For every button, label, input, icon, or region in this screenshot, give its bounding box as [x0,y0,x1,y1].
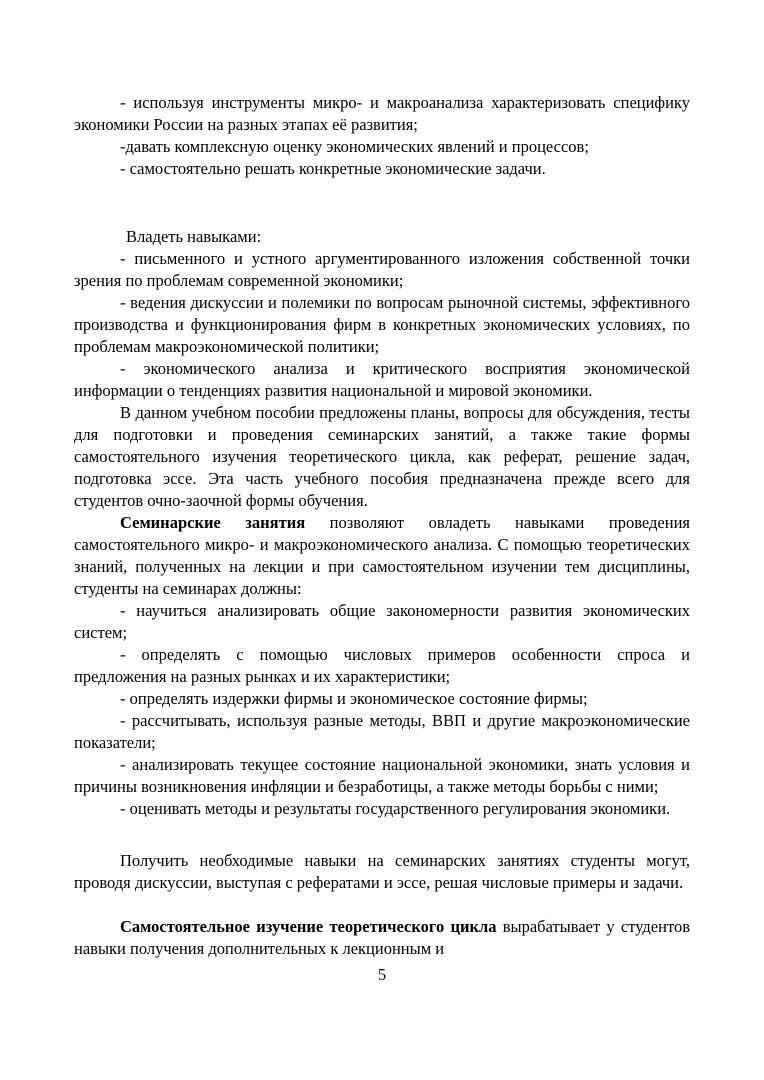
paragraph: - самостоятельно решать конкретные экономические задачи. [120,159,546,178]
spacer [74,180,690,226]
seminar-text: позволяют овладеть навыками проведения самостоятельного микро- и макроэкономического анализа. С помощью теоретических знаний, полученных на лекции и при самостоятельном изучении тем дисциплины, студенты на семинарах должны: [74,513,690,598]
self-study-paragraph [74,916,690,960]
paragraph: - используя инструменты микро- и макроанализа характеризовать специфику экономики России на разных этапах её развития; [74,93,690,134]
list-item: - рассчитывать, используя разные методы, ВВП и другие макроэкономические показатели; [74,711,690,752]
skills-paragraph: Получить необходимые навыки на семинарских занятиях студенты могут, проводя дискуссии, выступая с рефератами и эссе, решая числовые примеры и задачи. [74,851,690,892]
list-item: - определять с помощью числовых примеров особенности спроса и предложения на разных рынках и их характеристики; [74,645,690,686]
spacer [74,894,690,916]
page-body [74,92,690,960]
list-item: - письменного и устного аргументированного изложения собственной точки зрения по проблемам современной экономики; [74,249,690,290]
list-item: - научиться анализировать общие закономерности развития экономических систем; [74,601,690,642]
list-item: - анализировать текущее состояние национальной экономики, знать условия и причины возникновения инфляции и безработицы, а также методы борьбы с ними; [74,755,690,796]
list-item: - ведения дискуссии и полемики по вопросам рыночной системы, эффективного производства и функционирования фирм в конкретных экономических условиях, по проблемам макроэкономической политики; [74,293,690,356]
self-study-term: Самостоятельное изучение теоретического цикла [120,917,497,936]
page-number: 5 [377,965,387,984]
list-item: - определять издержки фирмы и экономическое состояние фирмы; [120,689,588,708]
self-study-text: вырабатывает у студентов навыки получения дополнительных к лекционным и [74,917,690,958]
skills-heading: Владеть навыками: [126,227,262,246]
intro-paragraph: В данном учебном пособии предложены планы, вопросы для обсуждения, тесты для подготовки и проведения семинарских занятий, а также такие формы самостоятельного изучения теоретического цикла, как реферат, решение задач, подготовка эссе. Эта часть учебного пособия предназначена прежде всего для студентов очно-заочной формы обучения. [74,403,690,510]
list-item: - экономического анализа и критического восприятия экономической информации о тенденциях развития национальной и мировой экономики. [74,359,690,400]
seminar-term: Семинарские занятия [120,513,306,532]
spacer [74,820,690,850]
list-item: - оценивать методы и результаты государственного регулирования экономики. [120,799,671,818]
seminar-paragraph [74,512,690,600]
paragraph: -давать комплексную оценку экономических явлений и процессов; [120,137,589,156]
